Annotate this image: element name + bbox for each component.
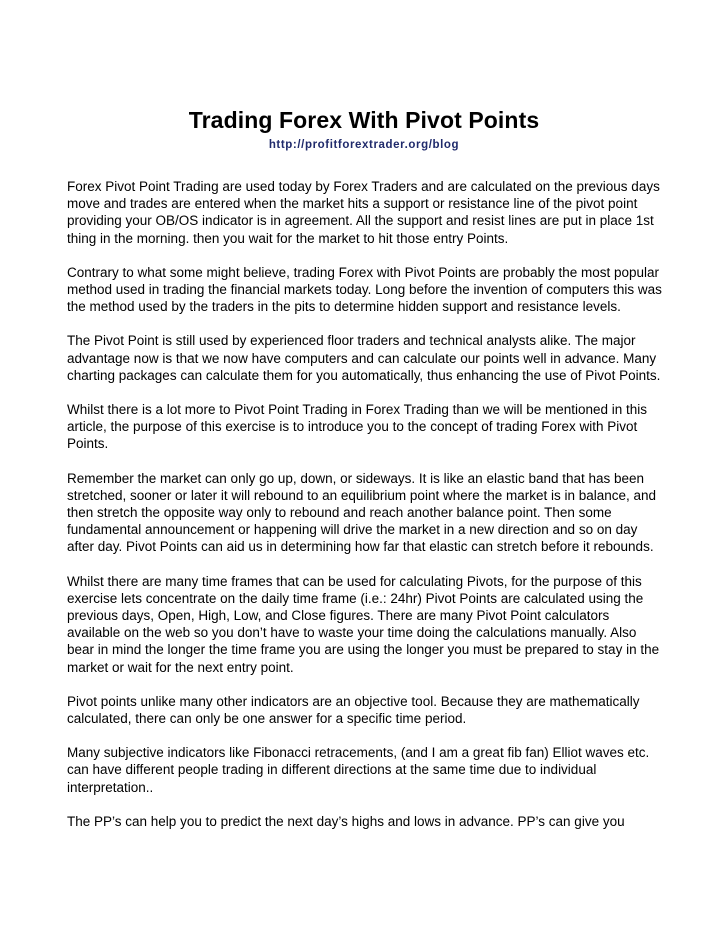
source-url: http://profitforextrader.org/blog bbox=[268, 139, 460, 151]
paragraph: Whilst there are many time frames that can be used for calculating Pivots, for the purpose of this exercise lets concentrate on the daily time frame (i.e.: 24hr) Pivot Points are calculated using the previous days, Open, High, Low, and Close figures. There are many Pivot Point calculators available on the web so you don’t have to waste your time doing the calculations manually. Also bear in mind the longer the time frame you are using the longer you must be prepared to stay in the market or wait for the next entry point. bbox=[67, 573, 660, 675]
article-body bbox=[67, 178, 663, 847]
paragraph: Pivot points unlike many other indicators are an objective tool. Because they are mathematically calculated, there can only be one answer for a specific time period. bbox=[67, 693, 640, 727]
paragraph: Whilst there is a lot more to Pivot Point Trading in Forex Trading than we will be mentioned in this article, the purpose of this exercise is to introduce you to the concept of trading Forex with Pivot Points. bbox=[67, 402, 648, 452]
paragraph: The PP’s can help you to predict the next day’s highs and lows in advance. PP’s can give you bbox=[67, 813, 625, 829]
paragraph: The Pivot Point is still used by experienced floor traders and technical analysts alike. The major advantage now is that we now have computers and can calculate our points well in advance. Many charting packages can calculate them for you automatically, thus enhancing the use of Pivot Points. bbox=[67, 333, 661, 383]
paragraph: Remember the market can only go up, down, or sideways. It is like an elastic band that has been stretched, sooner or later it will rebound to an equilibrium point where the market is in balance, and then stretch the opposite way only to rebound and reach another balance point. Then some fundamental announcement or happening will drive the market in a new direction and so on day after day. Pivot Points can aid us in determining how far that elastic can stretch before it rebounds. bbox=[67, 470, 657, 555]
page-title: Trading Forex With Pivot Points bbox=[188, 107, 540, 133]
paragraph: Forex Pivot Point Trading are used today by Forex Traders and are calculated on the previous days move and trades are entered when the market hits a support or resistance line of the pivot point providing your OB/OS indicator is in agreement. All the support and resist lines are put in place 1st thing in the morning. then you wait for the market to hit those entry Points. bbox=[67, 179, 660, 246]
paragraph: Contrary to what some might believe, trading Forex with Pivot Points are probably the most popular method used in trading the financial markets today. Long before the invention of computers this was the method used by the traders in the pits to determine hidden support and resistance levels. bbox=[67, 264, 662, 315]
paragraph: Many subjective indicators like Fibonacci retracements, (and I am a great fib fan) Elliot waves etc. can have different people trading in different directions at the same time due to individual interpretation.. bbox=[67, 745, 650, 795]
